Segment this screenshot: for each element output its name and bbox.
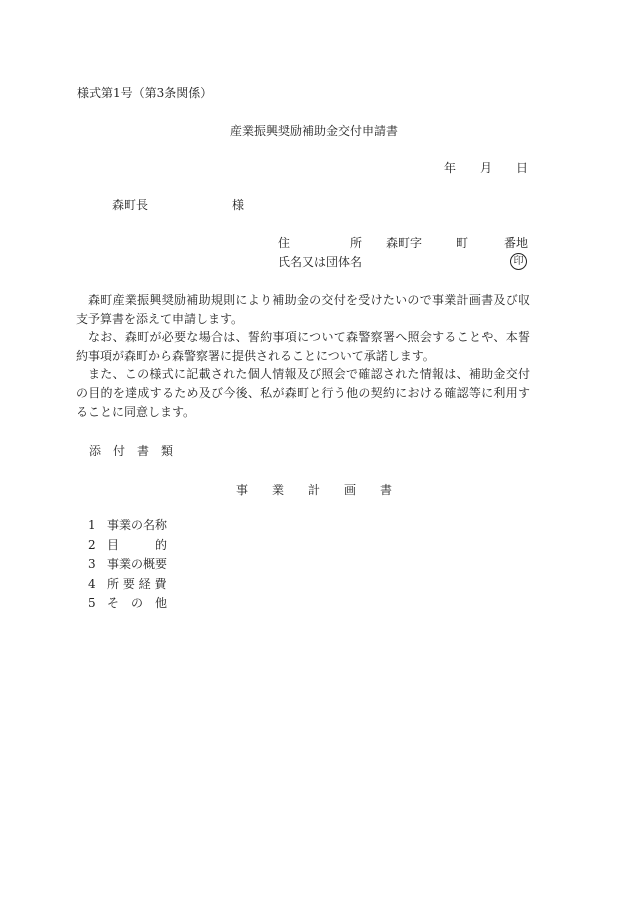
date-day-label: 日 <box>516 161 529 175</box>
plan-item-label: 目 的 <box>107 537 168 552</box>
document-title: 産業振興奨励補助金交付申請書 <box>230 124 399 138</box>
date-year-label: 年 <box>444 161 457 175</box>
address-town: 森町字 <box>386 236 423 250</box>
paragraph-application: 森町産業振興奨励補助規則により補助金の交付を受けたいので事業計画書及び収支予算書を添えて申請します。 <box>76 293 530 326</box>
addressee: 森町長 <box>112 198 149 212</box>
plan-title: 事 業 計 画 書 <box>236 483 393 497</box>
paragraph-privacy-consent: また、この様式に記載された個人情報及び照会で確認された情報は、補助金交付の目的を達成するため及び今後、私が森町と行う他の契約における確認等に利用することに同意します。 <box>76 367 530 419</box>
name-label: 氏名又は団体名 <box>278 255 363 269</box>
seal-mark: 印 <box>510 253 527 270</box>
plan-item <box>88 596 167 616</box>
attachments-heading: 添 付 書 類 <box>89 444 174 458</box>
address-label-part2: 所 <box>350 236 363 250</box>
plan-item-number: 3 <box>88 557 96 571</box>
plan-item-number: 4 <box>88 576 96 591</box>
paragraph-police-consent: なお、森町が必要な場合は、誓約事項について森警察署へ照会することや、本誓約事項が森町から森警察署に提供されることについて承諾します。 <box>76 330 530 363</box>
plan-item-label: そ の 他 <box>107 596 168 610</box>
plan-item <box>88 518 167 538</box>
form-number: 様式第1号（第3条関係） <box>77 86 213 100</box>
address-banchi: 番地 <box>504 236 529 250</box>
plan-item <box>88 538 167 558</box>
plan-item-number: 5 <box>88 596 96 610</box>
plan-item-number: 2 <box>88 537 96 552</box>
date-month-label: 月 <box>480 161 493 175</box>
plan-item-list <box>88 518 167 616</box>
address-cho: 町 <box>456 236 469 250</box>
plan-item-label: 事業の概要 <box>107 557 168 571</box>
application-body <box>76 291 530 421</box>
plan-item-number: 1 <box>88 518 96 532</box>
plan-item-label: 事業の名称 <box>107 518 168 532</box>
honorific: 様 <box>232 198 245 212</box>
address-label-part1: 住 <box>278 236 291 250</box>
plan-item <box>88 557 167 577</box>
plan-item-label: 所 要 経 費 <box>107 576 167 591</box>
plan-item <box>88 577 167 597</box>
